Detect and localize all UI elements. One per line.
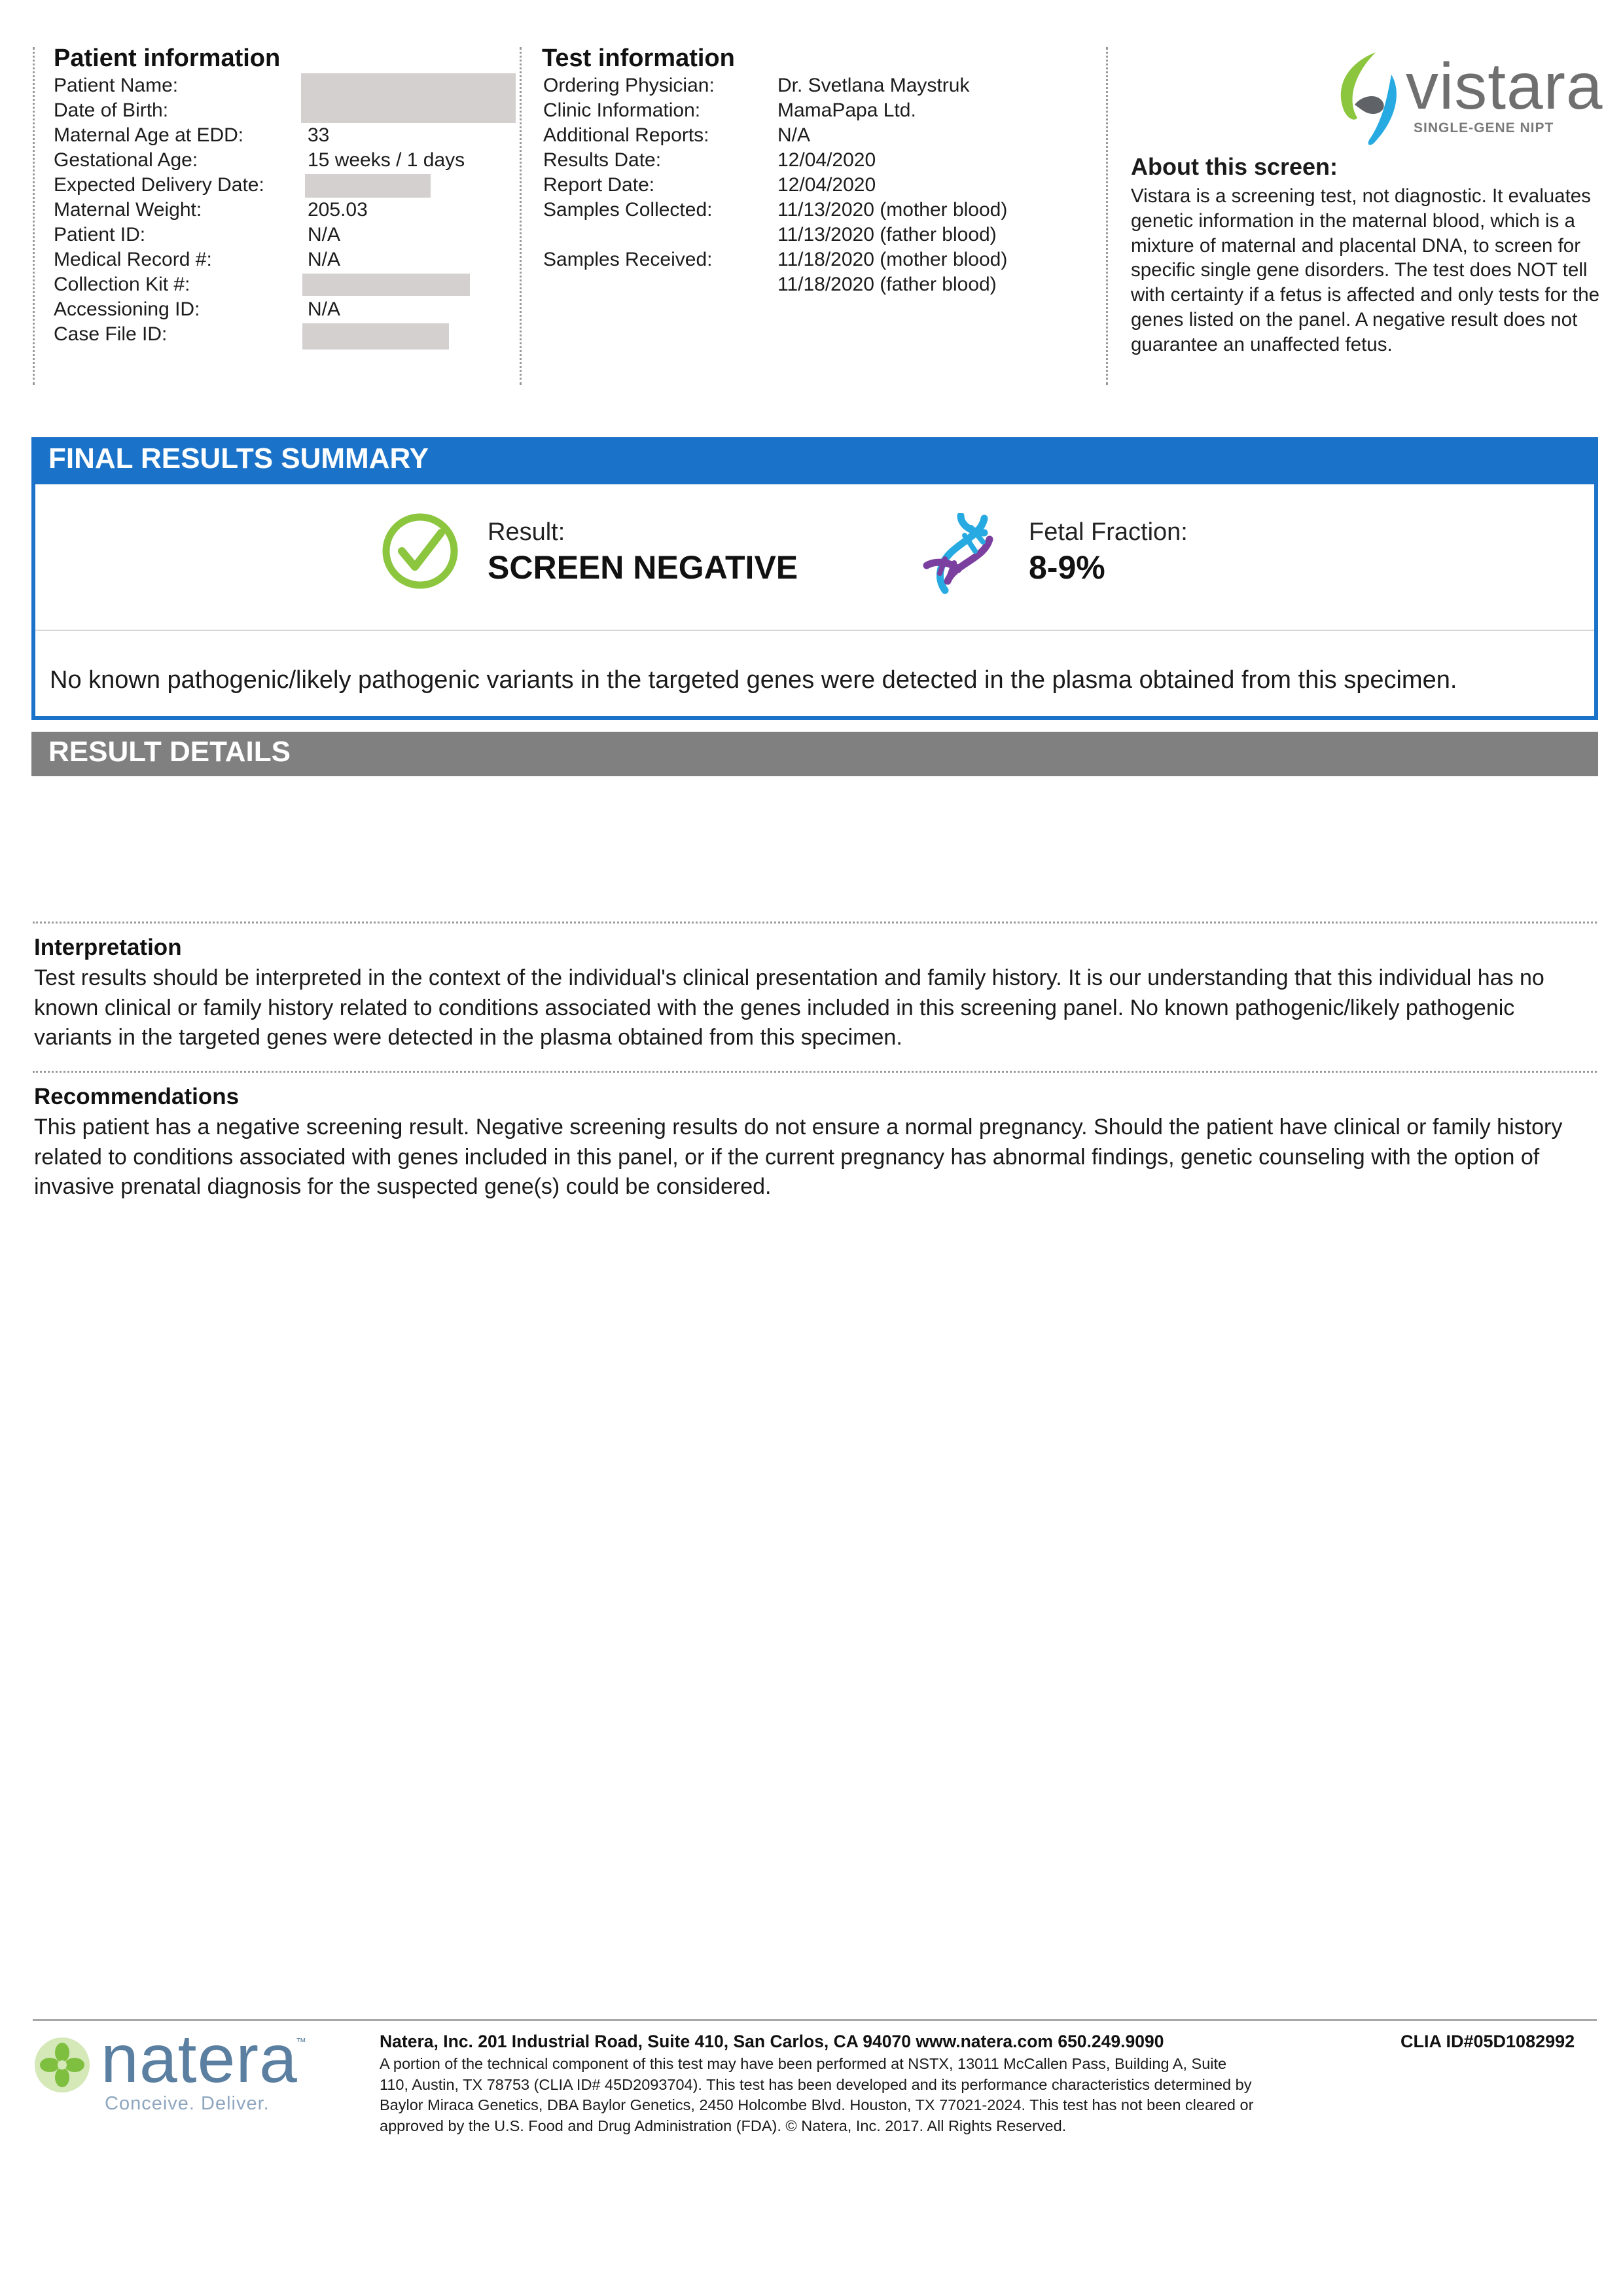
dob-label: Date of Birth: <box>54 99 169 121</box>
recommendations-divider <box>33 1071 1597 1073</box>
about-title: About this screen: <box>1131 153 1338 180</box>
patient-id-value: N/A <box>308 224 341 245</box>
samples-received-label: Samples Received: <box>543 249 713 270</box>
result-label: Result: <box>488 518 565 546</box>
edd-label: Expected Delivery Date: <box>54 174 264 196</box>
gestational-age-label: Gestational Age: <box>54 149 198 171</box>
maternal-weight-value: 205.03 <box>308 199 368 221</box>
patient-id-label: Patient ID: <box>54 224 146 245</box>
summary-heading: FINAL RESULTS SUMMARY <box>48 442 429 475</box>
samples-received-mother: 11/18/2020 (mother blood) <box>777 249 1008 270</box>
recommendations-title: Recommendations <box>34 1084 240 1109</box>
accessioning-id-value: N/A <box>308 298 341 320</box>
patient-info-title: Patient information <box>54 45 281 72</box>
additional-reports-label: Additional Reports: <box>543 124 709 146</box>
right-divider <box>1106 47 1108 385</box>
summary-note: No known pathogenic/likely pathogenic variants in the targeted genes were detected in the plasma obtained from this specimen. <box>50 666 1457 694</box>
case-file-id-label: Case File ID: <box>54 323 168 345</box>
medical-record-value: N/A <box>308 249 341 270</box>
redacted-edd <box>305 174 431 198</box>
vistara-subtitle: SINGLE-GENE NIPT <box>1414 120 1554 135</box>
about-text: Vistara is a screening test, not diagnostic. It evaluates genetic information in the maternal blood, which is a mixture of maternal and placental DNA, to screen for specific single gene disorders. The test does NOT tell with certainty if a fetus is affected and only tests for the genes listed on the panel. A negative result does not guarantee an unaffected fetus. <box>1131 185 1600 355</box>
clia-id: CLIA ID#05D1082992 <box>1400 2032 1575 2051</box>
physician-label: Ordering Physician: <box>543 75 715 96</box>
fetal-fraction-label: Fetal Fraction: <box>1029 518 1188 546</box>
report-date-label: Report Date: <box>543 174 655 196</box>
clinic-label: Clinic Information: <box>543 99 701 121</box>
report-date-value: 12/04/2020 <box>777 174 876 196</box>
middle-divider <box>520 47 522 385</box>
samples-received-father: 11/18/2020 (father blood) <box>777 274 997 295</box>
collection-kit-label: Collection Kit #: <box>54 274 190 295</box>
gestational-age-value: 15 weeks / 1 days <box>308 149 465 171</box>
vistara-logo-icon <box>1329 48 1406 148</box>
left-divider <box>33 47 35 385</box>
interpretation-divider <box>33 922 1597 924</box>
result-value: SCREEN NEGATIVE <box>488 549 798 586</box>
footer-address: Natera, Inc. 201 Industrial Road, Suite 410, San Carlos, CA 94070 www.natera.com 650.249.9090 <box>380 2032 1164 2051</box>
samples-collected-mother: 11/13/2020 (mother blood) <box>777 199 1008 221</box>
clinic-value: MamaPapa Ltd. <box>777 99 916 121</box>
recommendations-text: This patient has a negative screening result. Negative screening results do not ensure a normal pregnancy. Should the patient have clinical or family history related to conditions associated with genes included in this panel, or if the current pregnancy has abnormal findings, genetic counseling with the option of invasive prenatal diagnosis for the suspected gene(s) could be considered. <box>34 1115 1563 1199</box>
redacted-collection-kit <box>302 274 470 296</box>
results-date-value: 12/04/2020 <box>777 149 876 171</box>
natera-wordmark: natera <box>101 2021 298 2097</box>
footer-disclaimer: A portion of the technical component of this test may have been performed at NSTX, 13011 McCallen Pass, Building A, Suite 110, Austin, TX 78753 (CLIA ID# 45D2093704). This test has been developed and its performance characteristics determined by Baylor Miraca Genetics, DBA Baylor Genetics, 2450 Holcombe Blvd. Houston, TX 77021-2024. This test has not been cleared or approved by the U.S. Food and Drug Administration (FDA). © Natera, Inc. 2017. All Rights Reserved. <box>380 2055 1254 2134</box>
maternal-weight-label: Maternal Weight: <box>54 199 202 221</box>
samples-collected-father: 11/13/2020 (father blood) <box>777 224 997 245</box>
maternal-age-label: Maternal Age at EDD: <box>54 124 244 146</box>
summary-divider <box>35 630 1594 631</box>
additional-reports-value: N/A <box>777 124 811 146</box>
check-circle-icon <box>381 512 459 590</box>
vistara-wordmark: vistara <box>1406 50 1603 123</box>
medical-record-label: Medical Record #: <box>54 249 212 270</box>
maternal-age-value: 33 <box>308 124 330 146</box>
details-heading: RESULT DETAILS <box>48 736 291 768</box>
natera-tagline: Conceive. Deliver. <box>105 2093 270 2114</box>
interpretation-text: Test results should be interpreted in the context of the individual's clinical presentation and family history. It is our understanding that this individual has no known clinical or family history related to conditions associated with the genes included in this screening panel. No known pathogenic/likely pathogenic variants in the targeted genes were detected in the plasma obtained from this specimen. <box>34 965 1544 1050</box>
interpretation-title: Interpretation <box>34 935 182 960</box>
results-date-label: Results Date: <box>543 149 662 171</box>
redacted-name-dob <box>301 73 516 123</box>
natera-trademark: ™ <box>296 2037 306 2048</box>
accessioning-id-label: Accessioning ID: <box>54 298 200 320</box>
dna-icon <box>921 513 1003 594</box>
fetal-fraction-value: 8-9% <box>1029 549 1105 586</box>
natera-logo-icon <box>33 2036 92 2094</box>
physician-value: Dr. Svetlana Maystruk <box>777 75 970 96</box>
patient-name-label: Patient Name: <box>54 75 179 96</box>
test-info-title: Test information <box>542 45 735 72</box>
samples-collected-label: Samples Collected: <box>543 199 713 221</box>
redacted-case-file <box>302 323 449 350</box>
